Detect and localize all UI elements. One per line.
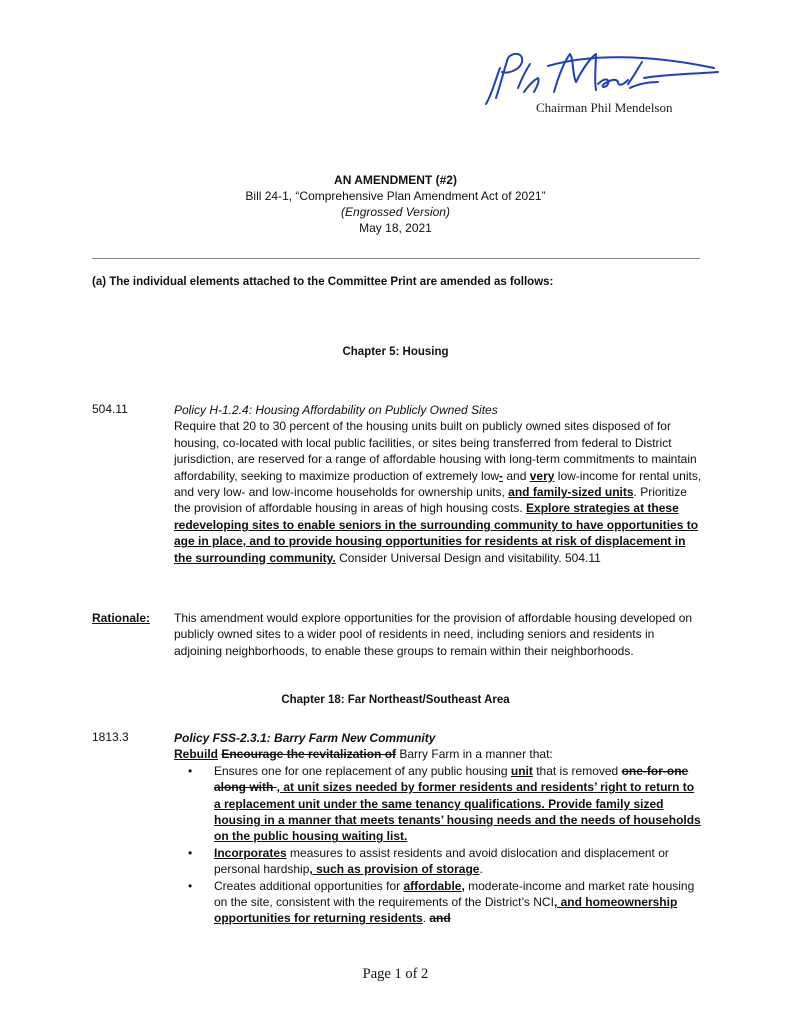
insertion-unit-sizes: , at unit sizes needed by former residents and residents’ right to return to a replacement unit under the same tenancy qualifications. Provide family sized housing in a manner that meets tenants’ housing needs and the needs of households on the public housing waiting list. [214,780,701,844]
list-item [182,763,704,845]
policy-fss-2-3-1 [174,730,704,927]
insertion-incorporates: Incorporates [214,845,287,860]
policy-text-2: and [503,468,530,483]
deletion-one-for-one: one-for-one along with [214,763,689,795]
policy-text [174,418,704,566]
insertion-storage: , such as provision of storage [309,862,480,877]
chapter-5-heading: Chapter 5: Housing [342,346,449,358]
page-number: Page 1 of 2 [362,966,429,982]
version-line: (Engrossed Version) [341,205,450,219]
document-header [0,172,791,236]
rationale-label: Rationale: [92,611,151,625]
chapter-18-heading: Chapter 18: Far Northeast/Southeast Area [281,694,510,706]
deletion-encourage: Encourage the revitalization of [221,747,397,762]
section-number-504-11: 504.11 [92,402,128,416]
insertion-rebuild: Rebuild [174,747,218,762]
document-title: AN AMENDMENT (#2) [334,173,457,187]
insertion-dash: - [499,468,504,483]
insertion-very: very [529,468,555,483]
insertion-explore-strategies: Explore strategies at these redeveloping sites to enable seniors in the surrounding community to have opportunities to age in place, and to provide housing opportunities for residents at risk of displacement in the surrounding community. [174,501,699,565]
bullet-text: Ensures one for one replacement of any public housing [214,763,511,778]
policy-text-3: low-income for rental units, and very low- and low-income households for ownership units, [174,468,702,500]
bullet-text: Creates additional opportunities for [214,878,404,893]
bullet-text: that is removed [532,763,622,778]
bullet-text: . [479,862,483,877]
bullet-text: moderate-income and market rate housing on the site, consistent with the requirements of the District’s NCI [214,878,695,910]
list-item [182,845,704,878]
date-line: May 18, 2021 [359,221,432,235]
policy-text-1: Require that 20 to 30 percent of the housing units built on publicly owned sites disposed of for housing, co-located with local public facilities, or sites being transferred from federal to District jurisdiction, are reserved for a range of affordable housing with long-term commitments to maintain affordability, seeking to maximize production of extremely low [174,419,697,483]
bill-line: Bill 24-1, “Comprehensive Plan Amendment Act of 2021” [245,189,546,203]
policy-lead-text: Barry Farm in a manner that: [396,747,553,762]
insertion-affordable: affordable, [403,878,465,893]
policy-text-4: . Prioritize the provision of affordable housing in areas of high housing costs. [174,485,687,516]
bullet-text: . [422,911,430,926]
policy-text-5: Consider Universal Design and visitability. 504.11 [335,550,601,565]
policy-bullet-list [174,763,704,927]
policy-lead [174,746,704,762]
policy-h-1-2-4 [174,402,704,566]
rationale [92,610,704,658]
section-number-1813-3: 1813.3 [92,730,129,744]
signature [478,48,728,128]
bullet-text: measures to assist residents and avoid dislocation and displacement or personal hardship [214,845,669,877]
insertion-unit: unit [510,763,533,778]
insertion-family-sized: and family-sized units [508,485,634,500]
insertion-homeownership: , and homeownership opportunities for returning residents [214,895,678,926]
deletion-and: and [429,911,451,926]
intro-line: (a) The individual elements attached to the Committee Print are amended as follows: [92,276,554,288]
list-item [182,878,704,927]
policy-title: Policy H-1.2.4: Housing Affordability on Publicly Owned Sites [174,403,498,417]
signature-name: Chairman Phil Mendelson [536,100,673,115]
horizontal-divider [92,258,700,259]
handwritten-signature-icon [478,48,728,108]
policy-title: Policy FSS-2.3.1: Barry Farm New Community [174,731,436,745]
rationale-text: This amendment would explore opportunities for the provision of affordable housing developed on publicly owned sites to a wider pool of residents in need, including seniors and residents in adjoining neighborhoods, to enable these groups to remain within their neighborhoods. [174,611,693,658]
